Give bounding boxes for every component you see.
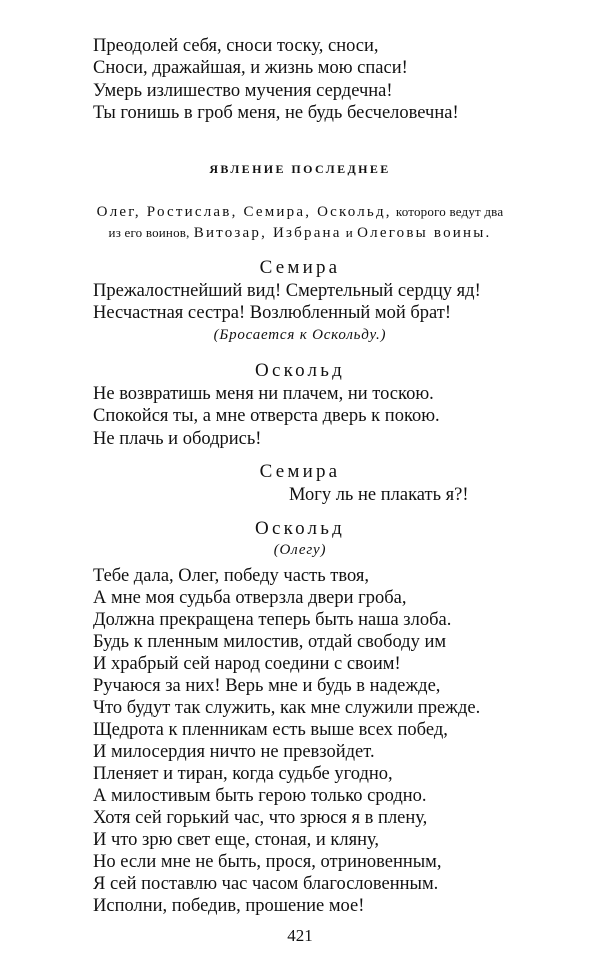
cast-note: из его воинов, bbox=[108, 225, 190, 240]
verse-line: Спокойся ты, а мне отверста дверь к покою. bbox=[93, 406, 440, 426]
verse-line: Умерь излишество мучения сердечна! bbox=[93, 81, 393, 101]
speaker-name: Оскольд bbox=[255, 360, 345, 381]
verse-line: Тебе дала, Олег, победу часть твоя, bbox=[93, 566, 370, 586]
verse-line: Щедрота к пленникам есть выше всех побед, bbox=[93, 720, 448, 740]
verse-line: Прежалостнейший вид! Смертельный сердцу яд! bbox=[93, 281, 481, 301]
verse-line: Преодолей себя, сноси тоску, сноси, bbox=[93, 36, 379, 56]
verse-line: Будь к пленным милостив, отдай свободу им bbox=[93, 632, 447, 652]
verse-line: Пленяет и тиран, когда судьбе угодно, bbox=[93, 764, 393, 784]
speaker-name: Семира bbox=[259, 257, 341, 278]
verse-line: Несчастная сестра! Возлюбленный мой брат! bbox=[93, 303, 452, 323]
cast-names: Олег, Ростислав, Семира, Оскольд, bbox=[96, 204, 392, 220]
verse-line: Хотя сей горький час, что зрюся я в плену, bbox=[93, 808, 428, 828]
stage-direction: (Олегу) bbox=[273, 542, 327, 558]
verse-line: Не плачь и ободрись! bbox=[93, 429, 262, 449]
cast-names: Витозар, Избрана bbox=[193, 225, 342, 241]
page-number: 421 bbox=[287, 926, 313, 945]
stage-direction: (Бросается к Оскольду.) bbox=[213, 327, 387, 343]
verse-line: И храбрый сей народ соедини с своим! bbox=[93, 654, 401, 674]
speaker-name: Оскольд bbox=[255, 518, 345, 539]
verse-line: И что зрю свет еще, стоная, и кляну, bbox=[93, 830, 380, 850]
verse-line: Могу ль не плакать я?! bbox=[289, 485, 469, 505]
cast-list-line-1 bbox=[0, 204, 600, 221]
verse-line: Я сей поставлю час часом благословенным. bbox=[93, 874, 439, 894]
scene-title: ЯВЛЕНИЕ ПОСЛЕДНЕЕ bbox=[209, 162, 391, 176]
verse-line: Не возвратишь меня ни плачем, ни тоскою. bbox=[93, 384, 434, 404]
verse-line: И милосердия ничто не превзойдет. bbox=[93, 742, 375, 762]
verse-line: А мне моя судьба отверзла двери гроба, bbox=[93, 588, 407, 608]
cast-names: Олеговы воины. bbox=[357, 225, 492, 241]
cast-note: которого ведут два bbox=[395, 204, 504, 219]
verse-line: А милостивым быть герою только сродно. bbox=[93, 786, 427, 806]
cast-note: и bbox=[345, 225, 353, 240]
verse-line: Должна прекращена теперь быть наша злоба. bbox=[93, 610, 452, 630]
cast-list-line-2 bbox=[0, 225, 600, 242]
verse-line: Но если мне не быть, прося, отриновенным, bbox=[93, 852, 442, 872]
verse-line: Ты гонишь в гроб меня, не будь бесчеловечна! bbox=[93, 103, 459, 123]
verse-line: Что будут так служить, как мне служили прежде. bbox=[93, 698, 481, 718]
speaker-name: Семира bbox=[259, 461, 341, 482]
verse-line: Исполни, победив, прошение мое! bbox=[93, 896, 365, 916]
verse-line: Ручаюся за них! Верь мне и будь в надежде, bbox=[93, 676, 441, 696]
verse-line: Сноси, дражайшая, и жизнь мою спаси! bbox=[93, 58, 408, 78]
